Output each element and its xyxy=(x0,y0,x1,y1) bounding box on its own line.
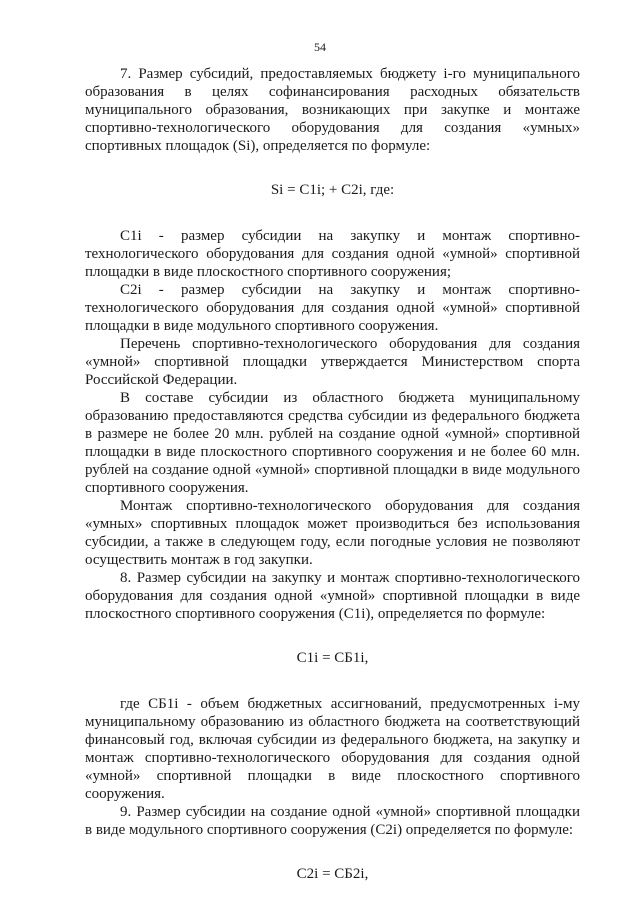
paragraph-equipment-list: Перечень спортивно-технологического оборудования для создания «умной» спортивной площадки утверждается Министерством спорта Российской Федерации. xyxy=(85,336,580,388)
paragraph-federal-funds: В составе субсидии из областного бюджета муниципальному образованию предоставляются средства субсидии из федерального бюджета в размере не более 20 млн. рублей на создание одной «умной» спортивной площадки в виде плоскостного спортивного сооружения и не более 60 млн. рублей на создание одной «умной» спортивной площадки в виде модульного спортивного сооружения. xyxy=(85,390,580,496)
definition-sb1: где СБ1i - объем бюджетных ассигнований, предусмотренных i-му муниципальному образованию из областного бюджета на соответствующий финансовый год, включая субсидии из федерального бюджета, на закупку и монтаж спортивно-технологического оборудования для создания одной «умной» спортивной площадки в виде плоскостного спортивного сооружения. xyxy=(85,696,580,802)
formula-si: Si = C1i; + C2i, где: xyxy=(270,182,395,198)
formula-c2: C2i = СБ2i, xyxy=(296,866,369,882)
formula-c1: C1i = СБ1i, xyxy=(296,650,369,666)
paragraph-mounting: Монтаж спортивно-технологического оборудования для создания «умных» спортивных площадок может производиться без использования субсидии, а также в следующем году, если погодные условия не позволяют осуществить монтаж в год закупки. xyxy=(85,498,580,568)
paragraph-item-7: 7. Размер субсидий, предоставляемых бюджету i-го муниципального образования в целях софинансирования расходных обязательств муниципального образования, возникающих при закупке и монтаже спортивно-технологического оборудования для создания «умных» спортивных площадок (Si), определяется по формуле: xyxy=(85,66,580,154)
definition-c1: C1i - размер субсидии на закупку и монтаж спортивно-технологического оборудования для создания одной «умной» спортивной площадки в виде плоскостного спортивного сооружения; xyxy=(85,228,580,280)
document-body xyxy=(85,65,580,883)
definition-c2: C2i - размер субсидии на закупку и монтаж спортивно-технологического оборудования для создания одной «умной» спортивной площадки в виде модульного спортивного сооружения. xyxy=(85,282,580,334)
page-number: 54 xyxy=(314,40,326,54)
paragraph-item-8: 8. Размер субсидии на закупку и монтаж спортивно-технологического оборудования для создания одной «умной» спортивной площадки в виде плоскостного спортивного сооружения (C1i), определяется по формуле: xyxy=(85,570,580,622)
paragraph-item-9: 9. Размер субсидии на создание одной «умной» спортивной площадки в виде модульного спортивного сооружения (C2i) определяется по формуле: xyxy=(85,804,580,838)
